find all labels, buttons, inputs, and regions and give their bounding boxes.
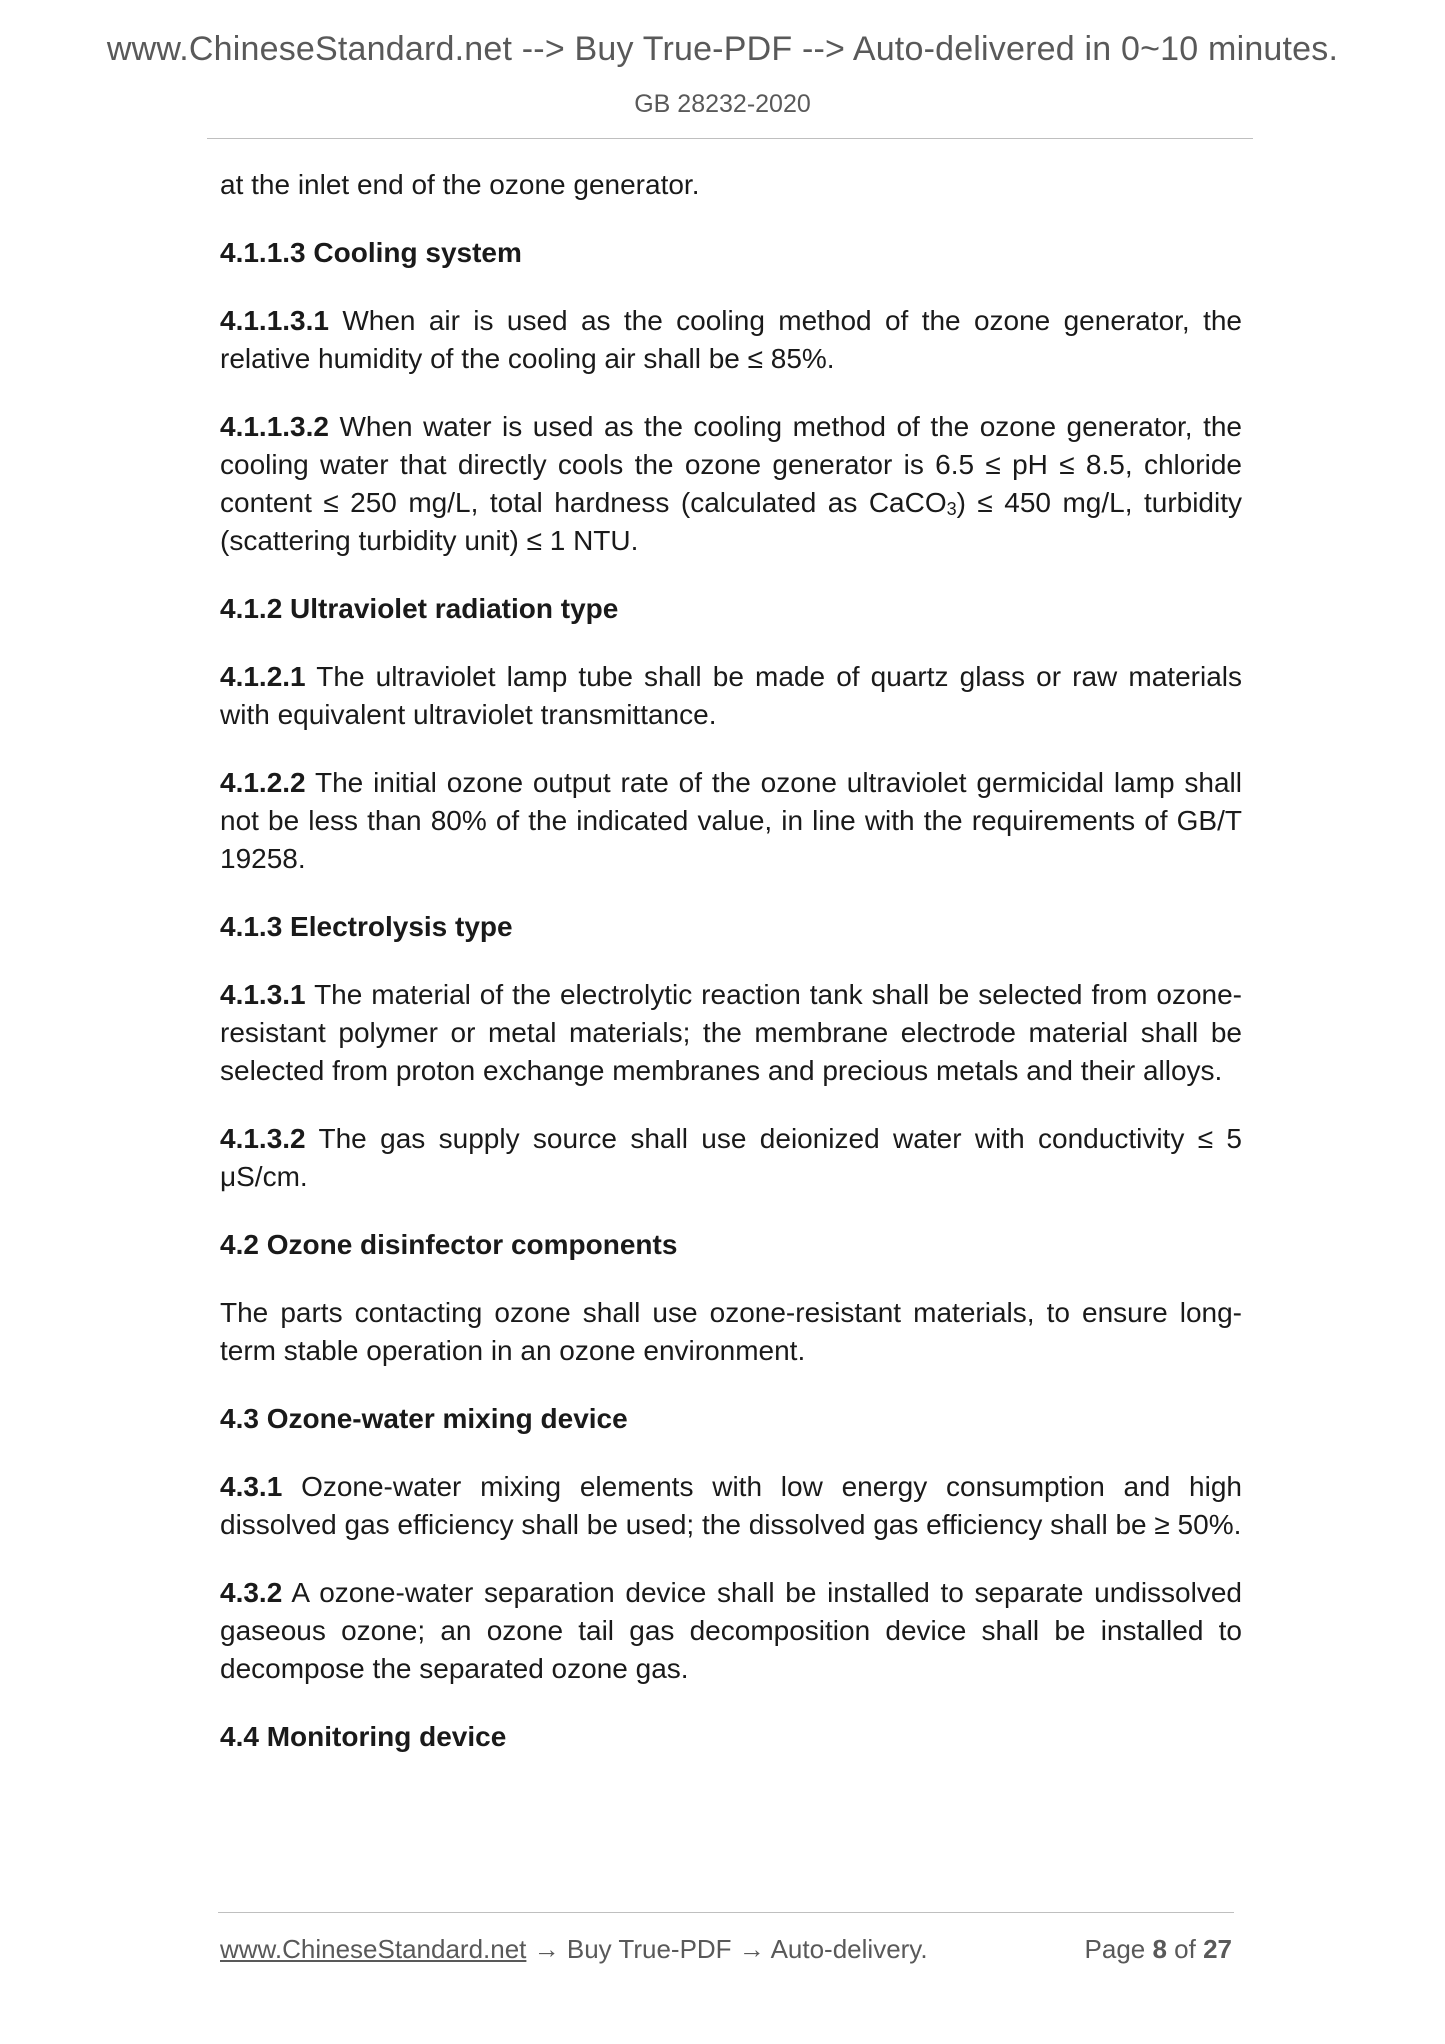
clause-4-1-2-1 [220,658,1242,734]
clause-number: 4.1.1.3.1 [220,305,329,336]
clause-text: ) ≤ 450 mg/L, turbidity (scattering turbidity unit) ≤ 1 NTU. [220,487,1243,556]
standard-code: GB 28232-2020 [634,90,811,118]
clause-number: 4.3.2 [220,1577,283,1608]
clause-4-1-3-2 [220,1120,1242,1196]
clause-number: 4.1.1.3.2 [220,411,329,442]
heading-4-1-2: 4.1.2 Ultraviolet radiation type [220,593,619,624]
clause-number: 4.1.2.1 [220,661,306,692]
header-divider [207,138,1253,139]
page-indicator [1085,1934,1232,1965]
paragraph-4-2: The parts contacting ozone shall use ozone-resistant materials, to ensure long-term stable operation in an ozone environment. [220,1297,1242,1366]
clause-number: 4.3.1 [220,1471,283,1502]
page-footer [220,1934,1232,1965]
heading-4-2: 4.2 Ozone disinfector components [220,1229,678,1260]
clause-text: The ultraviolet lamp tube shall be made of quartz glass or raw materials with equivalent ultraviolet transmittance. [220,661,1242,730]
clause-text: The material of the electrolytic reaction tank shall be selected from ozone-resistant polymer or metal materials; the membrane electrode material shall be selected from proton exchange membranes and precious metals and their alloys. [220,979,1242,1086]
document-body [220,166,1242,1786]
page-label: Page [1084,1934,1153,1964]
heading-4-1-3: 4.1.3 Electrolysis type [220,911,513,942]
clause-text: When water is used as the cooling method of the ozone generator, the cooling water that directly cools the ozone generator is 6.5 ≤ pH ≤ 8.5, chloride content ≤ 250 mg/L, total hardness (calculated as CaCO [220,411,1242,518]
clause-number: 4.1.3.1 [220,979,306,1010]
clause-4-3-2 [220,1574,1242,1688]
of-label: of [1166,1934,1204,1964]
page-number: 8 [1152,1934,1167,1964]
clause-text: When air is used as the cooling method of the ozone generator, the relative humidity of the cooling air shall be ≤ 85%. [220,305,1242,374]
clause-4-1-1-3-1 [220,302,1242,378]
paragraph-continuation: at the inlet end of the ozone generator. [220,169,700,200]
clause-4-1-3-1 [220,976,1242,1090]
clause-number: 4.1.3.2 [220,1123,306,1154]
clause-4-3-1 [220,1468,1242,1544]
clause-number: 4.1.2.2 [220,767,306,798]
clause-text: The initial ozone output rate of the ozone ultraviolet germicidal lamp shall not be less than 80% of the indicated value, in line with the requirements of GB/T 19258. [220,767,1242,874]
page-total: 27 [1203,1934,1232,1964]
heading-4-4: 4.4 Monitoring device [220,1721,507,1752]
footer-site-link[interactable]: www.ChineseStandard.net [220,1934,527,1964]
heading-4-3: 4.3 Ozone-water mixing device [220,1403,628,1434]
heading-4-1-1-3: 4.1.1.3 Cooling system [220,237,522,268]
clause-4-1-1-3-2 [220,408,1242,560]
clause-text: A ozone-water separation device shall be installed to separate undissolved gaseous ozone; an ozone tail gas decomposition device shall be installed to decompose the separated ozone gas. [220,1577,1242,1684]
clause-4-1-2-2 [220,764,1242,878]
footer-tagline: → Buy True-PDF → Auto-delivery. [526,1934,928,1964]
clause-text: Ozone-water mixing elements with low energy consumption and high dissolved gas efficiency shall be used; the dissolved gas efficiency shall be ≥ 50%. [220,1471,1242,1540]
footer-divider [218,1912,1234,1913]
subscript: 3 [946,499,957,519]
clause-text: The gas supply source shall use deionized water with conductivity ≤ 5 μS/cm. [220,1123,1242,1192]
site-banner: www.ChineseStandard.net --> Buy True-PDF --> Auto-delivered in 0~10 minutes. [106,30,1339,68]
